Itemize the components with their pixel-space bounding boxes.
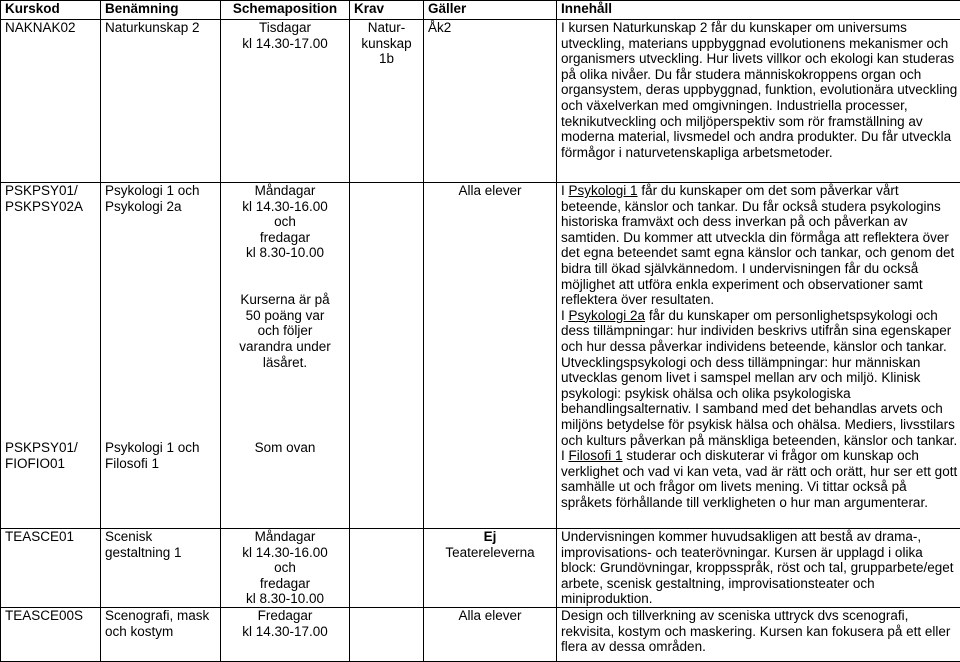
header-kurskod: Kurskod xyxy=(1,1,101,20)
cell-benamning xyxy=(101,417,221,529)
cell-galler xyxy=(424,529,557,608)
filosofi-1-paragraph xyxy=(561,448,958,510)
schema-och: och xyxy=(225,214,345,230)
filosofi-1-link[interactable]: Filosofi 1 xyxy=(569,448,623,463)
cell-schemaposition xyxy=(221,20,350,183)
cell-benamning xyxy=(101,183,221,417)
schema-time: kl 14.30-16.00 xyxy=(225,545,345,561)
galler-line-2: Teatereleverna xyxy=(428,545,552,561)
schema-day-2: fredagar xyxy=(225,230,345,246)
kurskod-line-1: PSKPSY01/ xyxy=(5,440,96,456)
benamning-line-1: Psykologi 1 och xyxy=(105,440,216,456)
schema-och: och xyxy=(225,560,345,576)
benamning-line-2: Filosofi 1 xyxy=(105,456,216,472)
header-row xyxy=(1,1,960,20)
kurskod-line-2: PSKPSY02A xyxy=(5,199,96,215)
benamning-text: Psykologi 1 och xyxy=(105,183,200,198)
cell-galler: Alla elever xyxy=(424,183,557,529)
schema-som-ovan: Som ovan xyxy=(225,440,345,456)
cell-krav xyxy=(350,183,424,529)
benamning-line-1 xyxy=(105,183,216,199)
cell-schemaposition xyxy=(221,183,350,417)
table-row-teasce00s xyxy=(1,608,960,662)
benamning-line-2: Psykologi 2a xyxy=(105,199,216,215)
cell-krav xyxy=(350,529,424,608)
psykologi-2a-paragraph xyxy=(561,308,958,448)
cell-benamning xyxy=(101,608,221,662)
cell-innehall xyxy=(557,183,960,529)
kurskod-line-1: PSKPSY01/ xyxy=(5,183,96,199)
schema-time-2: kl 8.30-10.00 xyxy=(225,591,345,607)
cell-kurskod xyxy=(1,183,101,417)
schema-day: Måndagar xyxy=(225,529,345,545)
cell-schemaposition xyxy=(221,608,350,662)
cell-schemaposition xyxy=(221,417,350,529)
table-row-pskpsy02a xyxy=(1,183,960,417)
cell-galler: Alla elever xyxy=(424,608,557,662)
fio-text: studerar och diskuterar vi frågor om kunskap och verklighet och vad vi kan veta, vad är rätt och orätt, hur ser ett gott samhälle ut och frågor om livets mening. Vi tittar också på språkets förhållande till verkligheten o hur man argumenterar. xyxy=(561,448,957,510)
cell-galler: Åk2 xyxy=(424,20,557,183)
header-galler: Gäller xyxy=(424,1,557,20)
benamning-line-1: Scenografi, mask xyxy=(105,608,216,624)
cell-innehall: Undervisningen kommer huvudsakligen att bestå av drama-, improvisations- och teaterövningar. Kursen är upplagd i olika block: Grundövningar, kroppsspråk, röst och tal, grupparbete/eget arbete, scenisk gestaltning, improvisationsteater och miniproduktion. xyxy=(557,529,960,608)
psykologi-1-link[interactable]: Psykologi 1 xyxy=(569,183,638,198)
schema-day: Tisdagar xyxy=(225,20,345,36)
cell-kurskod: NAKNAK02 xyxy=(1,20,101,183)
krav-line-2: kunskap 1b xyxy=(354,36,419,67)
p1-text: får du kunskaper om det som påverkar vårt beteende, känslor och tankar. Du får också studera psykologins historiska framväxt och dess inverkan på och påverkan av samtiden. Du kommer att utveckla din förmåga att reflektera över det egna beteendet samt egna känslor och tankar, och genom det bidra till ökad självkännedom. I undervisningen får du också möjlighet att utföra enkla experiment och observationer samt reflektera över resultaten. xyxy=(561,183,954,307)
table-row-teasce01 xyxy=(1,529,960,608)
schema-time: kl 14.30-17.00 xyxy=(225,624,345,640)
schema-time: kl 14.30-17.00 xyxy=(225,36,345,52)
psykologi-1-paragraph xyxy=(561,183,958,308)
schema-note: Kurserna är på 50 poäng var och följer varandra under läsåret. xyxy=(225,292,345,370)
schema-day-2: fredagar xyxy=(225,576,345,592)
fio-pre: I xyxy=(561,448,569,463)
benamning-line-2: och kostym xyxy=(105,624,216,640)
table-row-naknak02 xyxy=(1,20,960,183)
krav-line-1: Natur- xyxy=(354,20,419,36)
benamning-line-1: Scenisk xyxy=(105,529,216,545)
psykologi-2a-link[interactable]: Psykologi 2a xyxy=(569,308,646,323)
header-krav: Krav xyxy=(350,1,424,20)
schema-day: Fredagar xyxy=(225,608,345,624)
cell-kurskod xyxy=(1,417,101,529)
galler-line-1: Ej xyxy=(428,529,552,545)
cell-innehall: I kursen Naturkunskap 2 får du kunskaper om universums utveckling, materians uppbyggnad evolutionens mekanismer och organismers utveckling. Hur livets villkor och ekologi kan studeras på olika nivåer. Du får studera människokroppens organ och organsystem, deras uppbyggnad, funktion, evolutionära utveckling och växelverkan med omgivningen. Industriella processer, teknikutveckling och miljöperspektiv som rör framställning av moderna material, livsmedel och andra produkter. Du får utveckla förmågor i naturvetenskapliga arbetsmetoder. xyxy=(557,20,960,183)
cell-schemaposition xyxy=(221,529,350,608)
cell-krav xyxy=(350,608,424,662)
p1-pre: I xyxy=(561,183,569,198)
cell-kurskod: TEASCE01 xyxy=(1,529,101,608)
p2-text: får du kunskaper om personlighetspsykologi och dess tillämpningar: hur individen beskrivs utifrån sina egenskaper och hur dessa påverkar individens beteende, känslor och tankar. Utvecklingspsykologi och dess tillämpningar: hur människan utvecklas genom livet i samspel mellan arv och miljö. Klinisk psykologi: psykisk ohälsa och olika psykologiska behandlingsalternativ. I samband med det behandlas arvets och miljöns betydelse för psykisk hälsa och ohälsa. Mediers, livsstilars och kulturs påverkan på mänskliga beteenden, känslor och tankar. xyxy=(561,308,957,448)
cell-kurskod: TEASCE00S xyxy=(1,608,101,662)
cell-benamning: Naturkunskap 2 xyxy=(101,20,221,183)
cell-krav xyxy=(350,20,424,183)
schema-time-2: kl 8.30-10.00 xyxy=(225,245,345,261)
header-innehall: Innehåll xyxy=(557,1,960,20)
header-benamning: Benämning xyxy=(101,1,221,20)
header-schemaposition: Schemaposition xyxy=(221,1,350,20)
schema-day: Måndagar xyxy=(225,183,345,199)
kurskod-line-2: FIOFIO01 xyxy=(5,456,96,472)
cell-innehall: Design och tillverkning av sceniska uttryck dvs scenografi, rekvisita, kostym och maskering. Kursen kan fokusera på ett eller flera av dessa områden. xyxy=(557,608,960,662)
p2-pre: I xyxy=(561,308,569,323)
benamning-line-2: gestaltning 1 xyxy=(105,545,216,561)
cell-benamning xyxy=(101,529,221,608)
schema-time: kl 14.30-16.00 xyxy=(225,199,345,215)
